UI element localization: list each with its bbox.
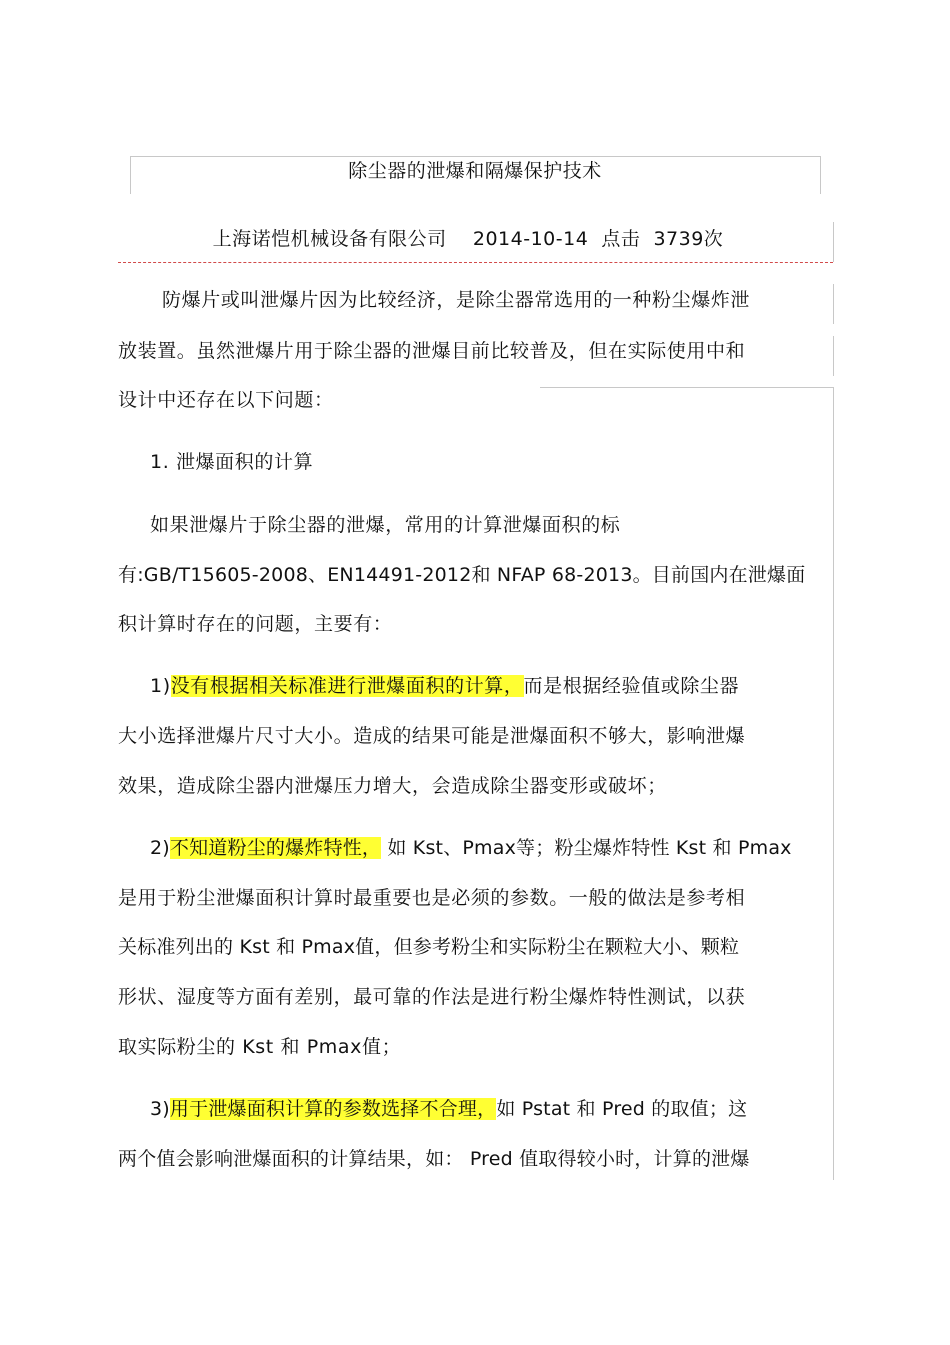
body-right-rule	[833, 387, 834, 1180]
standards-line-1: 如果泄爆片于除尘器的泄爆，常用的计算泄爆面积的标	[150, 514, 621, 536]
click-count: 点击 3739次	[601, 228, 724, 250]
section-heading: 1. 泄爆面积的计算	[150, 451, 314, 473]
item1-rest: 而是根据经验值或除尘器	[523, 675, 740, 697]
document-title: 除尘器的泄爆和隔爆保护技术	[348, 160, 602, 182]
item2-line-1	[150, 834, 792, 862]
item2-line-3: 关标准列出的 Kst 和 Pmax值，但参考粉尘和实际粉尘在颗粒大小、颗粒	[118, 936, 740, 958]
intro-line-3: 设计中还存在以下问题：	[118, 389, 334, 411]
intro-line-1: 防爆片或叫泄爆片因为比较经济，是除尘器常选用的一种粉尘爆炸泄	[162, 289, 751, 311]
meta-right-rule	[833, 222, 834, 262]
body-box-top-rule	[540, 387, 833, 388]
publish-date: 2014-10-14	[472, 228, 589, 250]
item3-rest: 如 Pstat 和 Pred 的取值；这	[496, 1098, 748, 1120]
document-meta	[118, 225, 818, 253]
item3-highlight: 用于泄爆面积计算的参数选择不合理，	[169, 1098, 497, 1120]
standards-line-2: 有:GB/T15605-2008、EN14491-2012和 NFAP 68-2013。目前国内在泄爆面	[118, 564, 806, 586]
item1-line-2: 大小选择泄爆片尺寸大小。造成的结果可能是泄爆面积不够大，影响泄爆	[118, 725, 746, 747]
item2-line-4: 形状、湿度等方面有差别，最可靠的作法是进行粉尘爆炸特性测试，以获	[118, 986, 746, 1008]
item2-line-2: 是用于粉尘泄爆面积计算时最重要也是必须的参数。一般的做法是参考相	[118, 887, 746, 909]
item1-line-1	[150, 672, 739, 700]
standards-line-3: 积计算时存在的问题，主要有：	[118, 613, 393, 635]
item1-line-3: 效果，造成除尘器内泄爆压力增大，会造成除尘器变形或破坏；	[118, 775, 667, 797]
item3-line-1	[150, 1095, 747, 1123]
header-divider	[118, 262, 833, 263]
company-name: 上海诺恺机械设备有限公司	[212, 228, 447, 250]
item3-line-2: 两个值会影响泄爆面积的计算结果，如： Pred 值取得较小时，计算的泄爆	[118, 1148, 750, 1170]
title-box-right-rule	[820, 156, 821, 194]
item1-number: 1)	[150, 675, 171, 697]
para2-right-rule	[833, 336, 834, 376]
item2-rest: 如 Kst、Pmax等；粉尘爆炸特性 Kst 和 Pmax	[381, 837, 792, 859]
item1-highlight: 没有根据相关标准进行泄爆面积的计算，	[170, 675, 524, 697]
intro-line-2: 放装置。虽然泄爆片用于除尘器的泄爆目前比较普及，但在实际使用中和	[118, 340, 746, 362]
item2-number: 2)	[150, 837, 170, 859]
item3-number: 3)	[150, 1098, 170, 1120]
item2-highlight: 不知道粉尘的爆炸特性，	[169, 837, 382, 859]
para1-right-rule	[833, 284, 834, 324]
item2-line-5: 取实际粉尘的 Kst 和 Pmax值；	[118, 1036, 402, 1058]
